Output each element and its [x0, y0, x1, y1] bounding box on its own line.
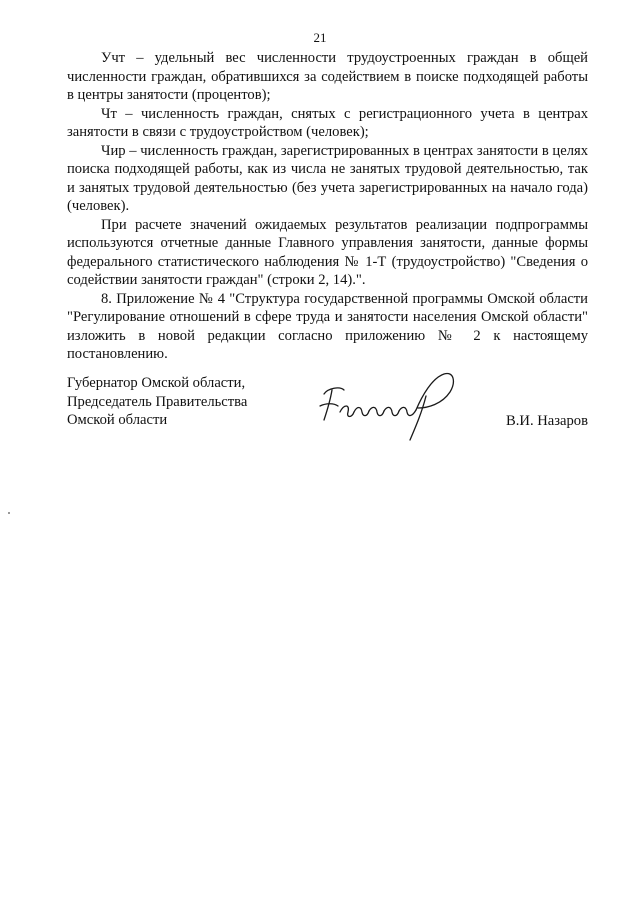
paragraph-item-8: 8. Приложение № 4 "Структура государственной программы Омской области "Регулирование отношений в сфере труда и занятости населения Омской области" изложить в новой редакции согласно приложению № 2 к настоящему постановлению. [67, 290, 588, 362]
paragraph-utch-definition: Учт – удельный вес численности трудоустроенных граждан в общей численности граждан, обратившихся за содействием в поиске подходящей работы в центры занятости (процентов); [67, 50, 588, 103]
paragraph-cht-definition: Чт – численность граждан, снятых с регистрационного учета в центрах занятости в связи с трудоустройством (человек); [67, 105, 588, 140]
signer-title-line-2: Председатель Правительства [67, 393, 248, 410]
document-body [67, 49, 588, 364]
signer-name: В.И. Назаров [506, 413, 588, 429]
signature-block [0, 374, 640, 454]
signer-title-line-1: Губернатор Омской области, [67, 375, 246, 391]
margin-dot [8, 512, 10, 514]
signer-title [67, 374, 247, 430]
paragraph-chir-definition: Чир – численность граждан, зарегистрированных в центрах занятости в целях поиска подходящей работы, как из числа не занятых трудовой деятельностью, так и занятых трудовой деятельностью (без учета зарегистрированных на начало года) (человек). [67, 142, 588, 214]
signer-title-line-3: Омской области [67, 412, 168, 428]
page-number: 21 [313, 30, 327, 45]
handwritten-signature [310, 366, 470, 446]
paragraph-calculation-data: При расчете значений ожидаемых результатов реализации подпрограммы используются отчетные данные Главного управления занятости, данные формы федерального статистического наблюдения № 1-Т (трудоустройство) "Сведения о содействии занятости граждан" (строки 2, 14).". [67, 216, 588, 288]
